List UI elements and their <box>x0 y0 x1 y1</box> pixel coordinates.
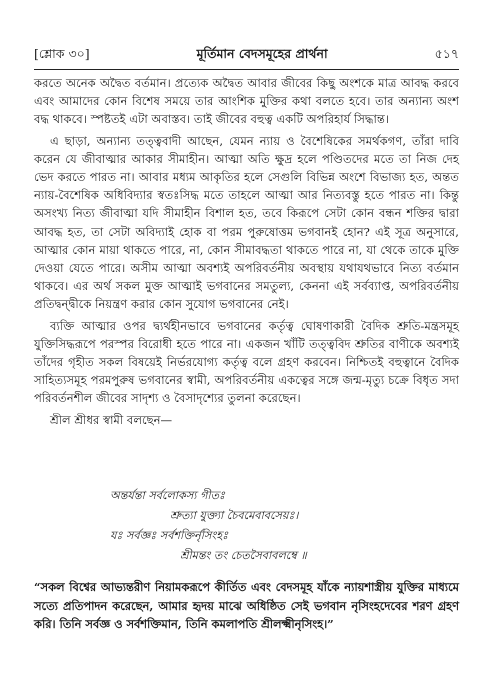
sanskrit-verse <box>110 486 453 566</box>
purport-text <box>34 74 459 432</box>
chapter-title: মূর্তিমান বেদসমূহের প্রার্থনা <box>196 46 328 61</box>
paragraph-1: করতে অনেক অদ্বৈত বর্তমান। প্রত্যেক অদ্বৈত আবার জীবের কিছু অংশকে মাত্র আবদ্ধ করবে এবং আমাদের কোন বিশেষ সময়ে তার আংশিক মুক্তির কথা বলতে হবে। তার অন্যান্য অংশ বদ্ধ থাকবে। স্পষ্টতই এটা অবাস্তব। তাই জীবের বহুত্ব একটি অপরিহার্য সিদ্ধান্ত। <box>34 76 459 127</box>
page-header <box>34 40 459 70</box>
verse-reference: [শ্লোক ৩০] <box>34 46 90 61</box>
page-number: ৫১৭ <box>434 46 459 61</box>
paragraph-2: এ ছাড়া, অন্যান্য তত্ত্ববাদী আছেন, যেমন ন্যায় ও বৈশেষিকের সমর্থকগণ, তাঁরা দাবি করেন যে জীবাত্মার আকার সীমাহীন। আত্মা অতি ক্ষুদ্র হলে পণ্ডিতদের মতে তা নিজ দেহ ভেদ করতে পারত না। আবার মধ্যম আকৃতির হলে সেগুলি বিভিন্ন অংশে বিভাজ্য হত, অন্তত ন্যায়-বৈশেষিক অধিবিদ্যার স্বতঃসিদ্ধ মতে তাহলে আত্মা আর নিত্যবস্তু হতে পারত না। কিন্তু অসংখ্য নিত্য জীবাত্মা যদি সীমাহীন বিশাল হত, তবে কিরূপে সেটা কোন বন্ধন শক্তির দ্বারা আবদ্ধ হত, তা সেটা অবিদ্যাই হোক বা পরম পুরুষোত্তম ভগবানই হোন? এই সূত্র অনুসারে, আত্মার কোন মায়া থাকতে পারে, না, কোন সীমাবদ্ধতা থাকতে পারে না, যা থেকে তাকে মুক্তি দেওয়া যেতে পারে। অসীম আত্মা অবশ্যই অপরিবর্তনীয় অবস্থায় যথাযথভাবে নিত্য বর্তমান থাকবে। এর অর্থ সকল মুক্ত আত্মাই ভগবানের সমতুল্য, কেননা এই সর্বব্যাপ্ত, অপরিবর্তনীয় প্রতিদ্বন্দ্বীকে নিয়ন্ত্রণ করার কোন সুযোগ ভগবানের নেই। <box>34 133 459 312</box>
verse-line-1: অন্তর্যন্তা সর্বলোকস্য গীতঃ <box>110 489 225 502</box>
verse-translation: “সকল বিশ্বের আভ্যন্তরীণ নিয়ামকরূপে কীর্তিত এবং বেদসমূহ যাঁকে ন্যায়শাস্ত্রীয় যুক্তির মাধ্যমে সত্যে প্রতিপাদন করেছেন, আমার হৃদয় মাঝে অধিষ্ঠিত সেই ভগবান নৃসিংহদেবের শরণ গ্রহণ করি। তিনি সর্বজ্ঞ ও সর্বশক্তিমান, তিনি কমলাপতি শ্রীলক্ষ্মীনৃসিংহ।” <box>34 580 459 632</box>
verse-line-3: যঃ সর্বজ্ঞঃ সর্বশক্তির্নৃসিংহঃ <box>110 529 229 542</box>
paragraph-3: ব্যক্তি আত্মার ওপর দ্ব্যর্থহীনভাবে ভগবানের কর্তৃত্ব ঘোষণাকারী বৈদিক শ্রুতি-মন্ত্রসমূহ যুক্তিসিদ্ধরূপে পরস্পর বিরোধী হতে পারে না। একজন খাঁটি তত্ত্ববিদ শ্রুতির বাণীকে অবশ্যই তাঁদের গৃহীত সকল বিষয়েই নির্ভরযোগ্য কর্তৃত্ব বলে গ্রহণ করবেন। নিশ্চিতই বহুত্বানে বৈদিক সাহিত্যসমূহ পরমপুরুষ ভগবানের স্বামী, অপরিবর্তনীয় একত্বের সঙ্গে জন্ম-মৃত্যু চক্রে বিধৃত সদা পরিবর্তনশীল জীবের সাদৃশ্য ও বৈসাদৃশ্যের তুলনা করেছেন। <box>34 318 459 406</box>
verse-line-2: শ্রুত্যা যুক্ত্যা চৈবমেবাবসেয়ঃ। <box>170 509 299 522</box>
verse-line-4: শ্রীমন্তং তং চেতসৈবাবলম্বে ॥ <box>180 549 307 562</box>
attribution-line: শ্রীল শ্রীধর স্বামী বলছেন— <box>50 412 173 427</box>
